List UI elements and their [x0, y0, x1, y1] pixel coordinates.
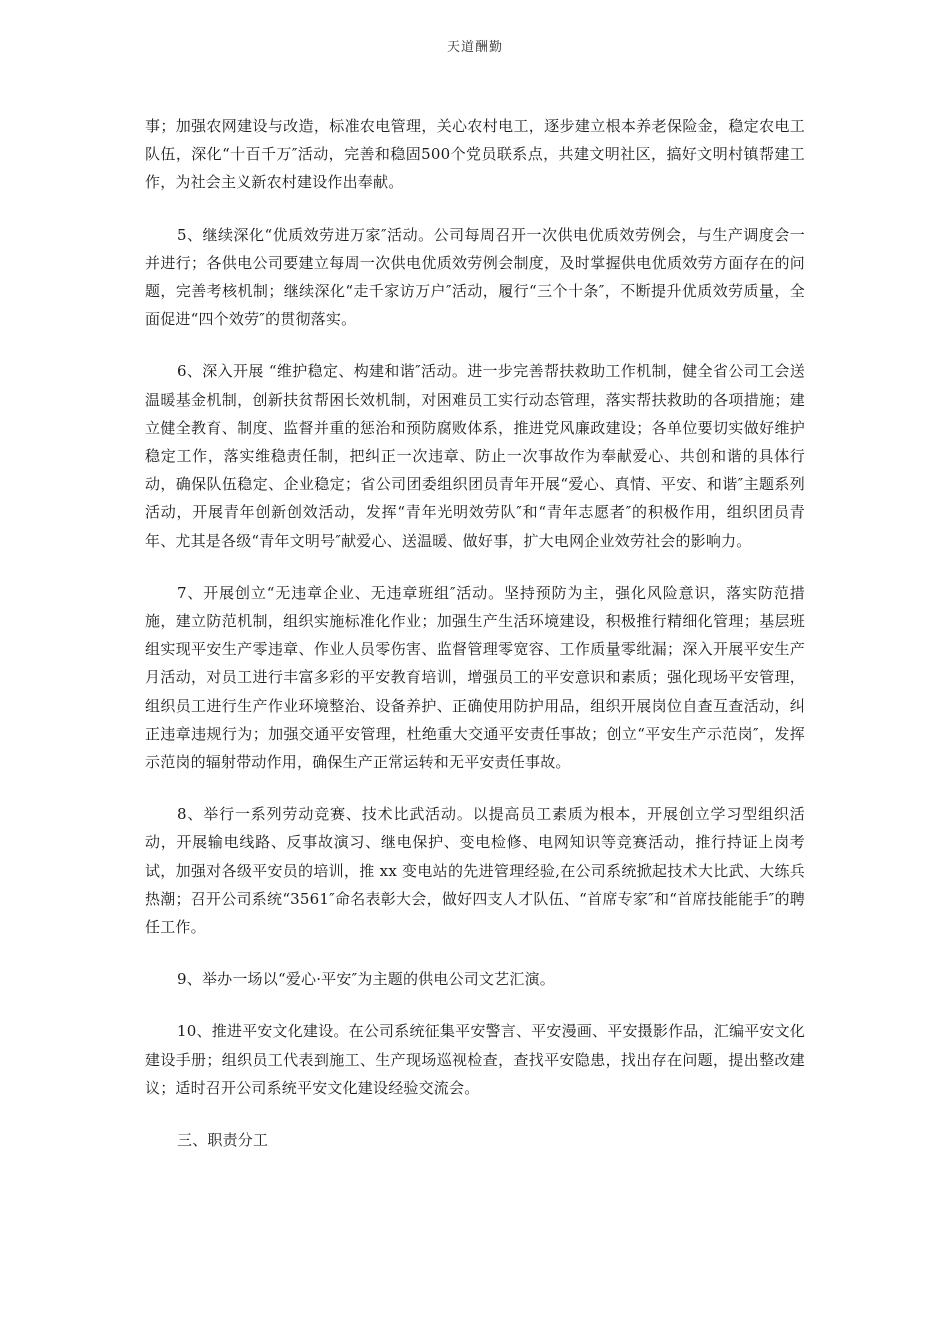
- paragraph-item-6: 6、深入开展 “维护稳定、构建和谐″活动。进一步完善帮扶救助工作机制，健全省公司工会送温暖基金机制，创新扶贫帮困长效机制，对困难员工实行动态管理，落实帮扶救助的各项措施；建立健全教育、制度、监督并重的惩治和预防腐败体系，推进党风廉政建设；各单位要切实做好维护稳定工作，落实维稳责任制，把纠正一次违章、防止一次事故作为奉献爱心、共创和谐的具体行动，确保队伍稳定、企业稳定；省公司团委组织团员青年开展“爱心、真情、平安、和谐″主题系列活动，开展青年创新创效活动，发挥“青年光明效劳队″和“青年志愿者″的积极作用，组织团员青年、尤其是各级“青年文明号″献爱心、送温暖、做好事，扩大电网企业效劳社会的影响力。: [145, 362, 805, 550]
- page-header: 天道酬勤: [446, 40, 503, 55]
- paragraph-item-5: 5、继续深化“优质效劳进万家″活动。公司每周召开一次供电优质效劳例会，与生产调度会一并进行；各供电公司要建立每周一次供电优质效劳例会制度，及时掌握供电优质效劳方面存在的问题，完善考核机制；继续深化“走千家访万户″活动，履行“三个十条″，不断提升优质效劳质量，全面促进“四个效劳″的贯彻落实。: [145, 225, 805, 329]
- paragraph-continuation: 事；加强农网建设与改造，标准农电管理，关心农村电工，逐步建立根本养老保险金，稳定农电工队伍，深化“十百千万″活动，完善和稳固500个党员联系点，共建文明社区，搞好文明村镇帮建工作，为社会主义新农村建设作出奉献。: [145, 117, 805, 192]
- paragraph-item-7: 7、开展创立“无违章企业、无违章班组″活动。坚持预防为主，强化风险意识，落实防范措施，建立防范机制，组织实施标准化作业；加强生产生活环境建设，积极推行精细化管理；基层班组实现平安生产零违章、作业人员零伤害、监督管理零宽容、工作质量零纰漏；深入开展平安生产月活动，对员工进行丰富多彩的平安教育培训，增强员工的平安意识和素质；强化现场平安管理，组织员工进行生产作业环境整治、设备养护、正确使用防护用品，组织开展岗位自查互查活动，纠正违章违规行为；加强交通平安管理，杜绝重大交通平安责任事故；创立“平安生产示范岗″，发挥示范岗的辐射带动作用，确保生产正常运转和无平安责任事故。: [145, 583, 805, 772]
- paragraph-item-9: 9、举办一场以“爱心·平安″为主题的供电公司文艺汇演。: [177, 970, 555, 989]
- section-heading: 三、职责分工: [177, 1131, 269, 1150]
- document-body: [145, 112, 805, 1178]
- paragraph-item-10: 10、推进平安文化建设。在公司系统征集平安警言、平安漫画、平安摄影作品，汇编平安文化建设手册；组织员工代表到施工、生产现场巡视检查，查找平安隐患，找出存在问题，提出整改建议；适时召开公司系统平安文化建设经验交流会。: [145, 1022, 805, 1097]
- paragraph-item-8: 8、举行一系列劳动竞赛、技术比武活动。以提高员工素质为根本，开展创立学习型组织活动，开展输电线路、反事故演习、继电保护、变电检修、电网知识等竞赛活动，推行持证上岗考试，加强对各级平安员的培训，推 xx 变电站的先进管理经验,在公司系统掀起技术大比武、大练兵热潮；召开公司系统“3561″命名表彰大会，做好四支人才队伍、“首席专家″和“首席技能能手″的聘任工作。: [145, 805, 805, 937]
